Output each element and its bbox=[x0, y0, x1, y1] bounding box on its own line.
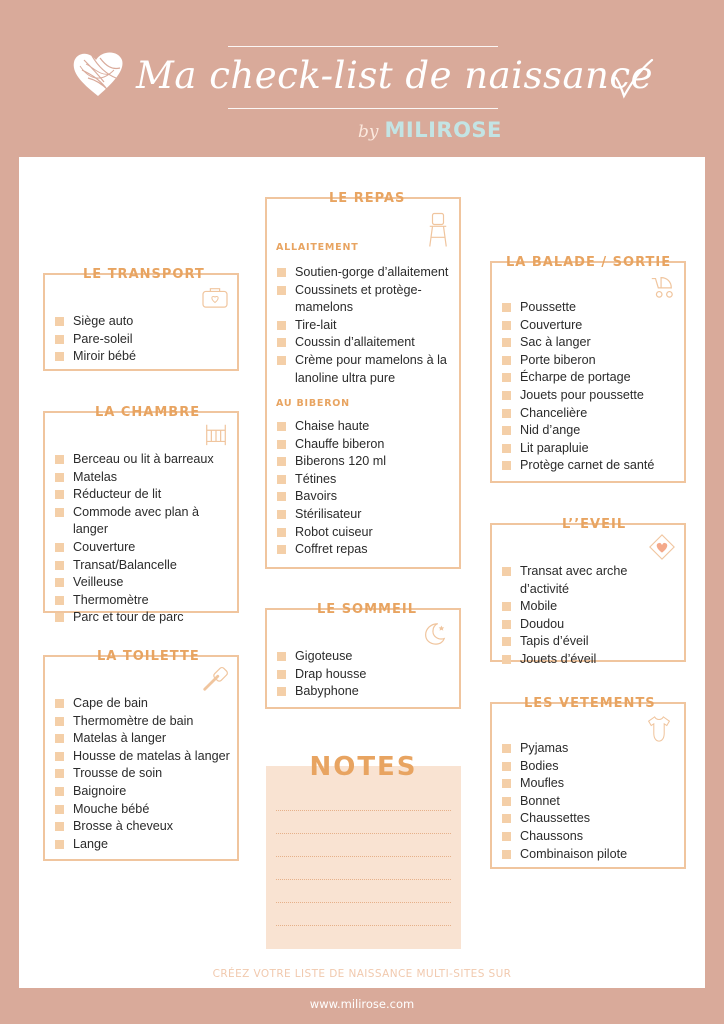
note-line bbox=[276, 902, 451, 903]
checklist-item[interactable]: Thermomètre de bain bbox=[55, 713, 231, 731]
heart-icon bbox=[70, 48, 126, 100]
checklist-item[interactable]: Thermomètre bbox=[55, 592, 231, 610]
item-list bbox=[277, 264, 453, 387]
checklist-item[interactable]: Cape de bain bbox=[55, 695, 231, 713]
item-list bbox=[502, 299, 678, 475]
section-title: LE REPAS bbox=[315, 187, 419, 211]
checklist-item[interactable]: Bodies bbox=[502, 758, 678, 776]
item-list bbox=[55, 695, 231, 853]
checklist-item[interactable]: Sac à langer bbox=[502, 334, 678, 352]
checklist-item[interactable]: Parc et tour de parc bbox=[55, 609, 231, 627]
checklist-item[interactable]: Soutien-gorge d’allaitement bbox=[277, 264, 453, 282]
checklist-item[interactable]: Siège auto bbox=[55, 313, 231, 331]
checklist-item[interactable]: Lange bbox=[55, 836, 231, 854]
brand-logo: MILIROSE bbox=[384, 118, 502, 142]
checklist-item[interactable]: Babyphone bbox=[277, 683, 453, 701]
checklist-item[interactable]: Coussin d’allaitement bbox=[277, 334, 453, 352]
notes-title: NOTES bbox=[309, 752, 418, 782]
footer-cta: CRÉEZ VOTRE LISTE DE NAISSANCE MULTI-SITES SUR bbox=[212, 968, 512, 980]
checklist-item[interactable]: Transat/Balancelle bbox=[55, 557, 231, 575]
note-line bbox=[276, 879, 451, 880]
checklist-item[interactable]: Coussinets et protège-mamelons bbox=[277, 282, 453, 317]
checklist-item[interactable]: Crème pour mamelons à la lanoline ultra pure bbox=[277, 352, 453, 387]
checklist-item[interactable]: Doudou bbox=[502, 616, 678, 634]
checklist-item[interactable]: Chaise haute bbox=[277, 418, 453, 436]
checklist-item[interactable]: Trousse de soin bbox=[55, 765, 231, 783]
bag-icon bbox=[201, 285, 229, 309]
section-title: LE SOMMEIL bbox=[303, 598, 431, 622]
checklist-item[interactable]: Tétines bbox=[277, 471, 453, 489]
header-bottom-line bbox=[228, 108, 498, 109]
checklist-item[interactable]: Jouets pour poussette bbox=[502, 387, 678, 405]
section-toilette bbox=[43, 649, 239, 861]
checklist-item[interactable]: Biberons 120 ml bbox=[277, 453, 453, 471]
item-list bbox=[55, 313, 231, 366]
checklist-item[interactable]: Écharpe de portage bbox=[502, 369, 678, 387]
checklist-item[interactable]: Nid d’ange bbox=[502, 422, 678, 440]
checklist-item[interactable]: Mouche bébé bbox=[55, 801, 231, 819]
section-title: LES VETEMENTS bbox=[510, 692, 670, 716]
checklist-item[interactable]: Jouets d’éveil bbox=[502, 651, 678, 669]
checklist-item[interactable]: Mobile bbox=[502, 598, 678, 616]
moon-icon bbox=[421, 620, 447, 646]
checklist-item[interactable]: Pyjamas bbox=[502, 740, 678, 758]
checklist-item[interactable]: Porte biberon bbox=[502, 352, 678, 370]
section-title: LA BALADE / SORTIE bbox=[492, 251, 685, 275]
section-title: L’’EVEIL bbox=[548, 513, 640, 537]
checklist-item[interactable]: Commode avec plan à langer bbox=[55, 504, 231, 539]
checklist-item[interactable]: Matelas à langer bbox=[55, 730, 231, 748]
section-eveil bbox=[490, 517, 686, 666]
checklist-item[interactable]: Chaussettes bbox=[502, 810, 678, 828]
item-list bbox=[502, 740, 678, 863]
checkmark-icon bbox=[612, 56, 654, 100]
subsection-allaitement: ALLAITEMENT bbox=[276, 242, 359, 253]
subsection-biberon: AU BIBERON bbox=[276, 398, 350, 409]
heart-frame-icon bbox=[648, 533, 676, 561]
checklist-item[interactable]: Couverture bbox=[502, 317, 678, 335]
checklist-item[interactable]: Bavoirs bbox=[277, 488, 453, 506]
checklist-item[interactable]: Protège carnet de santé bbox=[502, 457, 678, 475]
byline bbox=[358, 118, 502, 142]
section-title: LE TRANSPORT bbox=[69, 263, 219, 287]
footer-url-link[interactable]: www.milirose.com bbox=[309, 997, 415, 1011]
checklist-item[interactable]: Tapis d’éveil bbox=[502, 633, 678, 651]
page-title: Ma check-list de naissance bbox=[136, 54, 653, 97]
checklist-item[interactable]: Combinaison pilote bbox=[502, 846, 678, 864]
checklist-item[interactable]: Miroir bébé bbox=[55, 348, 231, 366]
section-vetements bbox=[490, 696, 686, 869]
checklist-item[interactable]: Robot cuiseur bbox=[277, 524, 453, 542]
checklist-item[interactable]: Housse de matelas à langer bbox=[55, 748, 231, 766]
checklist-item[interactable]: Transat avec arche d’activité bbox=[502, 563, 678, 598]
stroller-icon bbox=[648, 273, 676, 299]
note-line bbox=[276, 810, 451, 811]
section-repas bbox=[265, 191, 461, 569]
checklist-item[interactable]: Pare-soleil bbox=[55, 331, 231, 349]
item-list bbox=[55, 451, 231, 627]
item-list bbox=[277, 418, 453, 559]
checklist-item[interactable]: Stérilisateur bbox=[277, 506, 453, 524]
checklist-item[interactable]: Drap housse bbox=[277, 666, 453, 684]
checklist-item[interactable]: Réducteur de lit bbox=[55, 486, 231, 504]
section-chambre bbox=[43, 405, 239, 625]
checklist-item[interactable]: Couverture bbox=[55, 539, 231, 557]
checklist-item[interactable]: Lit parapluie bbox=[502, 440, 678, 458]
note-line bbox=[276, 925, 451, 926]
note-line bbox=[276, 856, 451, 857]
high-chair-icon bbox=[427, 211, 449, 249]
section-title: LA CHAMBRE bbox=[81, 401, 214, 425]
brush-icon bbox=[201, 665, 229, 693]
checklist-item[interactable]: Moufles bbox=[502, 775, 678, 793]
checklist-item[interactable]: Chaussons bbox=[502, 828, 678, 846]
checklist-item[interactable]: Chancelière bbox=[502, 405, 678, 423]
note-line bbox=[276, 833, 451, 834]
byline-by: by bbox=[358, 122, 379, 142]
checklist-item[interactable]: Poussette bbox=[502, 299, 678, 317]
item-list bbox=[277, 648, 453, 701]
section-sommeil bbox=[265, 602, 461, 709]
section-balade bbox=[490, 255, 686, 483]
checklist-item[interactable]: Brosse à cheveux bbox=[55, 818, 231, 836]
checklist-item[interactable]: Baignoire bbox=[55, 783, 231, 801]
header-top-line bbox=[228, 46, 498, 47]
item-list bbox=[502, 563, 678, 669]
checklist-item[interactable]: Chauffe biberon bbox=[277, 436, 453, 454]
checklist-item[interactable]: Gigoteuse bbox=[277, 648, 453, 666]
checklist-item[interactable]: Coffret repas bbox=[277, 541, 453, 559]
checklist-item[interactable]: Berceau ou lit à barreaux bbox=[55, 451, 231, 469]
checklist-item[interactable]: Veilleuse bbox=[55, 574, 231, 592]
crib-icon bbox=[203, 421, 229, 447]
checklist-item[interactable]: Tire-lait bbox=[277, 317, 453, 335]
checklist-item[interactable]: Bonnet bbox=[502, 793, 678, 811]
section-transport bbox=[43, 267, 239, 371]
section-title: LA TOILETTE bbox=[83, 645, 214, 669]
checklist-item[interactable]: Matelas bbox=[55, 469, 231, 487]
notes-area[interactable] bbox=[266, 752, 461, 949]
